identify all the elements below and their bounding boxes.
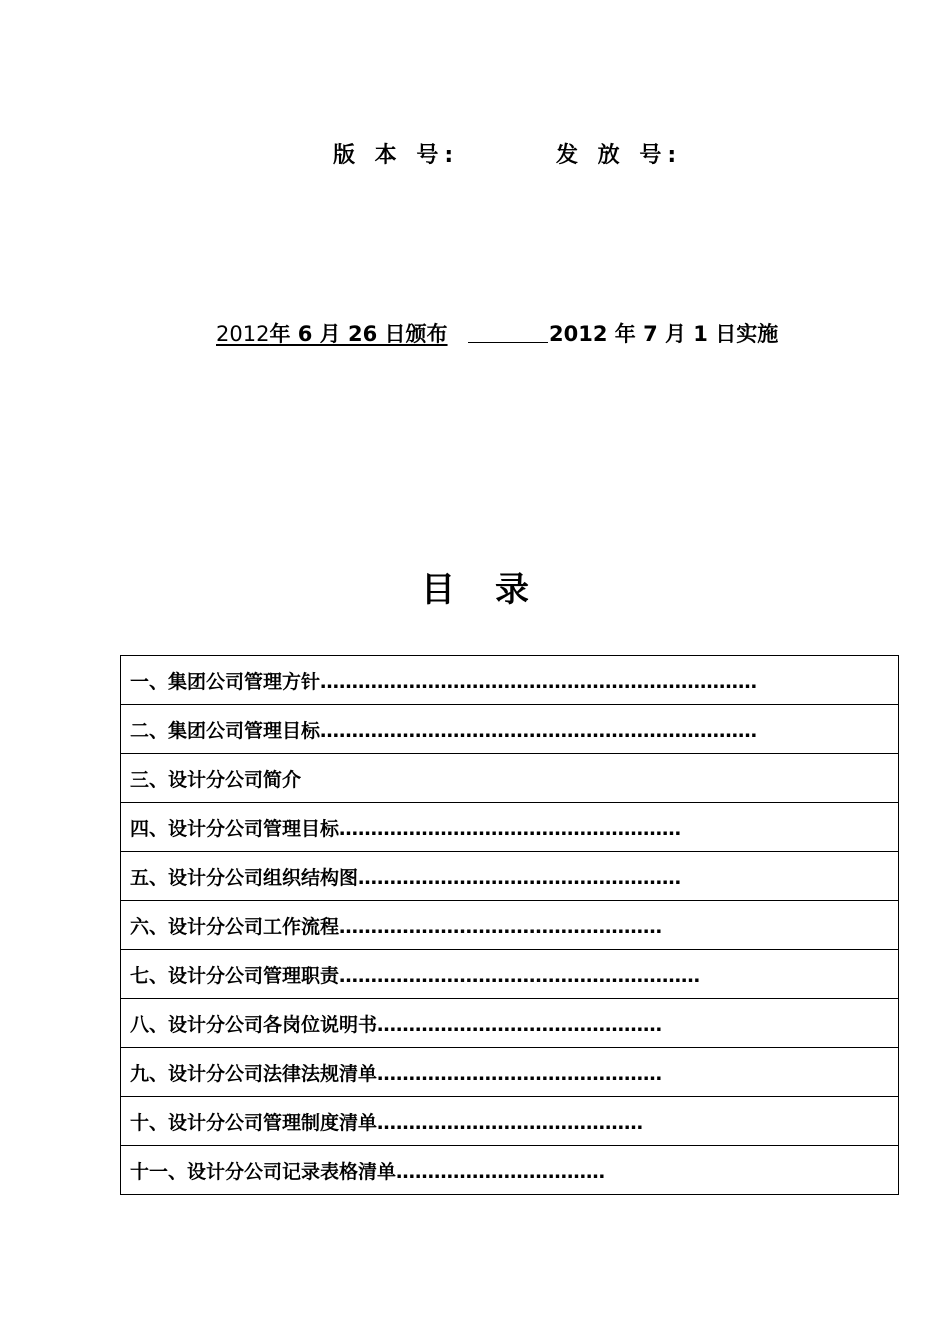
toc-entry[interactable] — [121, 705, 899, 754]
toc-entry[interactable] — [121, 1097, 899, 1146]
toc-entry[interactable] — [121, 950, 899, 999]
toc-entry-label: 十、设计分公司管理制度清单 — [130, 1111, 378, 1134]
toc-row — [121, 656, 899, 705]
toc-entry-leader: …………………………… — [396, 1160, 606, 1183]
toc-entry[interactable] — [121, 803, 899, 852]
toc-entry[interactable] — [121, 901, 899, 950]
toc-entry-label: 九、设计分公司法律法规清单 — [130, 1062, 378, 1085]
toc-entry-label: 二、集团公司管理目标 — [130, 719, 321, 742]
toc-row — [121, 1146, 899, 1195]
effective-date: 2012 年 7 月 1 日实施 — [549, 322, 779, 346]
toc-entry[interactable] — [121, 999, 899, 1048]
date-underline-rule — [468, 342, 548, 343]
toc-table — [120, 655, 899, 1195]
toc-row — [121, 1097, 899, 1146]
date-line — [216, 318, 796, 348]
toc-entry-leader: ………………………………………………… — [339, 964, 701, 987]
toc-entry[interactable] — [121, 852, 899, 901]
toc-entry-leader: ……………………………………… — [377, 1062, 663, 1085]
toc-entry-leader: …………………………………………… — [358, 866, 682, 889]
toc-entry-label: 四、设计分公司管理目标 — [130, 817, 340, 840]
toc-entry-label: 十一、设计分公司记录表格清单 — [130, 1160, 397, 1183]
toc-entry-leader: …………………………………………………………… — [320, 670, 758, 693]
toc-row — [121, 705, 899, 754]
toc-row — [121, 999, 899, 1048]
issue-date-rest: 年 6 月 26 日颁布 — [269, 322, 448, 346]
toc-row — [121, 754, 899, 803]
toc-entry-label: 一、集团公司管理方针 — [130, 670, 321, 693]
toc-entry-label: 六、设计分公司工作流程 — [130, 915, 340, 938]
toc-row — [121, 950, 899, 999]
toc-body — [121, 656, 899, 1195]
toc-entry[interactable] — [121, 754, 899, 803]
toc-row — [121, 803, 899, 852]
toc-title: 目录 — [421, 570, 569, 610]
toc-entry-leader: ……………………………………………… — [339, 817, 682, 840]
toc-entry-leader: …………………………………………………………… — [320, 719, 758, 742]
toc-entry-leader: ……………………………………… — [377, 1013, 663, 1036]
toc-entry-label: 八、设计分公司各岗位说明书 — [130, 1013, 378, 1036]
toc-entry[interactable] — [121, 1146, 899, 1195]
toc-entry[interactable] — [121, 1048, 899, 1097]
version-number-label: 版 本 号: — [333, 143, 460, 168]
toc-entry-label: 五、设计分公司组织结构图 — [130, 866, 359, 889]
toc-entry[interactable] — [121, 656, 899, 705]
version-line — [0, 138, 950, 168]
issue-date-year: 2012 — [216, 322, 270, 346]
toc-entry-label: 七、设计分公司管理职责 — [130, 964, 340, 987]
issue-number-label: 发 放 号: — [556, 143, 683, 168]
issue-date — [216, 318, 448, 348]
toc-entry-leader: …………………………………… — [377, 1111, 644, 1134]
toc-entry-label: 三、设计分公司简介 — [130, 768, 302, 791]
toc-row — [121, 852, 899, 901]
toc-row — [121, 901, 899, 950]
toc-row — [121, 1048, 899, 1097]
toc-entry-leader: …………………………………………… — [339, 915, 663, 938]
